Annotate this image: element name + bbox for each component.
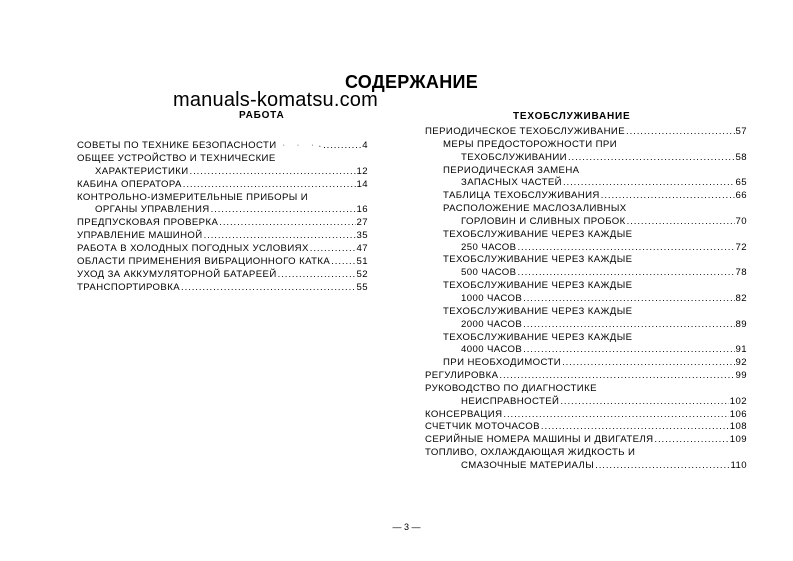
toc-entry-label: ГОРЛОВИН И СЛИВНЫХ ПРОБОК bbox=[461, 215, 626, 227]
toc-entry-label: ТЕХОБСЛУЖИВАНИЕ ЧЕРЕЗ КАЖДЫЕ bbox=[443, 331, 633, 343]
dot-leader bbox=[523, 344, 734, 357]
dot-leader bbox=[601, 190, 735, 203]
toc-entry-label: 500 ЧАСОВ bbox=[461, 267, 517, 279]
toc-entry-label: ПРЕДПУСКОВАЯ ПРОВЕРКА bbox=[77, 217, 219, 229]
toc-page-number: 110 bbox=[730, 459, 747, 471]
toc-page-number: 108 bbox=[729, 421, 747, 433]
toc-page-number: 35 bbox=[356, 230, 368, 242]
toc-entry-label: ПЕРИОДИЧЕСКОЕ ТЕХОБСЛУЖИВАНИЕ bbox=[425, 126, 626, 137]
toc-entry[interactable] bbox=[425, 332, 747, 345]
dot-leader bbox=[568, 152, 735, 165]
toc-entry[interactable] bbox=[425, 242, 747, 255]
toc-page-number: 92 bbox=[735, 357, 747, 369]
decorative-dots: · · · bbox=[282, 141, 319, 149]
toc-entry[interactable] bbox=[425, 306, 747, 319]
toc-page-number: 109 bbox=[729, 434, 747, 446]
toc-page-number: 4 bbox=[362, 139, 368, 151]
toc-entry[interactable] bbox=[425, 357, 747, 370]
toc-entry[interactable] bbox=[425, 229, 747, 242]
toc-entry-label: ЗАПАСНЫХ ЧАСТЕЙ bbox=[461, 177, 562, 189]
toc-page-number: 14 bbox=[356, 178, 368, 190]
toc-page-number: 51 bbox=[356, 256, 368, 267]
toc-entry[interactable] bbox=[77, 269, 368, 282]
toc-entry[interactable] bbox=[77, 217, 368, 230]
toc-entry-label: ТЕХОБСЛУЖИВАНИЕ ЧЕРЕЗ КАЖДЫЕ bbox=[443, 254, 633, 266]
toc-entry[interactable] bbox=[77, 204, 368, 217]
toc-entry-label: СЧЕТЧИК МОТОЧАСОВ bbox=[425, 421, 540, 433]
dot-leader bbox=[562, 357, 734, 370]
dot-leader bbox=[211, 204, 356, 217]
toc-entry-label: 1000 ЧАСОВ bbox=[461, 292, 523, 304]
toc-entry[interactable] bbox=[425, 434, 747, 447]
toc-entry[interactable] bbox=[425, 267, 747, 280]
toc-entry-label: ХАРАКТЕРИСТИКИ bbox=[95, 165, 189, 177]
toc-entry-label: РУКОВОДСТВО ПО ДИАГНОСТИКЕ bbox=[425, 382, 597, 394]
dot-leader bbox=[310, 243, 356, 256]
toc-page-number: 58 bbox=[735, 151, 747, 163]
toc-page-number: 52 bbox=[356, 268, 368, 280]
dot-leader bbox=[654, 434, 728, 447]
toc-entry[interactable] bbox=[77, 256, 368, 269]
toc-entry[interactable] bbox=[425, 165, 747, 178]
dot-leader bbox=[563, 177, 735, 190]
dot-leader bbox=[627, 216, 735, 229]
toc-entry-label: КОНСЕРВАЦИЯ bbox=[425, 408, 503, 420]
dot-leader bbox=[181, 282, 356, 295]
toc-page-number: 27 bbox=[356, 217, 368, 229]
toc-entry-label: МЕРЫ ПРЕДОСТОРОЖНОСТИ ПРИ bbox=[443, 138, 618, 150]
toc-entry-label: ТЕХОБСЛУЖИВАНИЕ ЧЕРЕЗ КАЖДЫЕ bbox=[443, 228, 633, 240]
section-heading-operation: РАБОТА bbox=[239, 110, 285, 121]
toc-entry-label: ПЕРИОДИЧЕСКАЯ ЗАМЕНА bbox=[443, 164, 580, 176]
dot-leader bbox=[503, 409, 728, 422]
toc-entry-label: ОБЩЕЕ УСТРОЙСТВО И ТЕХНИЧЕСКИЕ bbox=[77, 152, 276, 164]
toc-entry[interactable] bbox=[425, 216, 747, 229]
toc-entry-label: 2000 ЧАСОВ bbox=[461, 318, 523, 330]
toc-entry-label: ТРАНСПОРТИРОВКА bbox=[77, 281, 180, 293]
toc-entry[interactable] bbox=[425, 396, 747, 409]
toc-entry-label: ТЕХОБСЛУЖИВАНИЕ ЧЕРЕЗ КАЖДЫЕ bbox=[443, 305, 633, 317]
toc-entry[interactable] bbox=[425, 152, 747, 165]
toc-entry[interactable] bbox=[77, 282, 368, 295]
watermark: manuals-komatsu.com bbox=[173, 89, 378, 111]
toc-entry[interactable] bbox=[77, 243, 368, 256]
toc-entry[interactable] bbox=[77, 153, 368, 166]
toc-page-number: 78 bbox=[735, 267, 747, 279]
toc-entry[interactable] bbox=[425, 421, 747, 434]
dot-leader bbox=[560, 396, 728, 409]
toc-entry-label: ПРИ НЕОБХОДИМОСТИ bbox=[443, 357, 562, 369]
toc-entry-label: ТАБЛИЦА ТЕХОБСЛУЖИВАНИЯ bbox=[443, 190, 600, 202]
toc-entry[interactable] bbox=[77, 230, 368, 243]
toc-entry-label: УХОД ЗА АККУМУЛЯТОРНОЙ БАТАРЕЕЙ bbox=[77, 268, 277, 280]
dot-leader bbox=[517, 242, 734, 255]
toc-entry-label: ОБЛАСТИ ПРИМЕНЕНИЯ ВИБРАЦИОННОГО КАТКА bbox=[77, 256, 331, 267]
toc-entry[interactable] bbox=[425, 460, 747, 473]
toc-entry-label: СОВЕТЫ ПО ТЕХНИКЕ БЕЗОПАСНОСТИ bbox=[77, 139, 277, 151]
dot-leader bbox=[595, 460, 729, 473]
toc-right-column bbox=[425, 126, 747, 473]
dot-leader bbox=[626, 126, 735, 139]
toc-page-number: 72 bbox=[735, 241, 747, 253]
toc-page-number: 55 bbox=[356, 281, 368, 293]
section-heading-maintenance: ТЕХОБСЛУЖИВАНИЕ bbox=[513, 111, 631, 122]
toc-entry-label: ОРГАНЫ УПРАВЛЕНИЯ bbox=[95, 204, 210, 216]
toc-entry[interactable] bbox=[425, 409, 747, 422]
toc-page-number: 89 bbox=[735, 318, 747, 330]
toc-page-number: 57 bbox=[735, 126, 747, 137]
dot-leader bbox=[278, 269, 356, 282]
toc-page-number: 47 bbox=[356, 243, 368, 255]
toc-entry[interactable] bbox=[77, 166, 368, 179]
toc-page-number: 102 bbox=[729, 395, 747, 407]
dot-leader bbox=[190, 166, 356, 179]
toc-entry-label: РАБОТА В ХОЛОДНЫХ ПОГОДНЫХ УСЛОВИЯХ bbox=[77, 243, 309, 255]
toc-entry-label: ТОПЛИВО, ОХЛАЖДАЮЩАЯ ЖИДКОСТЬ И bbox=[425, 447, 636, 459]
page-number-footer: — 3 — bbox=[392, 522, 421, 532]
dot-leader bbox=[523, 293, 734, 306]
toc-entry-label: СМАЗОЧНЫЕ МАТЕРИАЛЫ bbox=[461, 459, 595, 471]
page-title: СОДЕРЖАНИЕ bbox=[344, 72, 479, 92]
warning-triangle-icon bbox=[319, 137, 321, 155]
toc-entry[interactable] bbox=[77, 140, 368, 153]
dot-leader bbox=[517, 267, 734, 280]
toc-entry-label: 4000 ЧАСОВ bbox=[461, 344, 523, 356]
toc-entry[interactable] bbox=[425, 293, 747, 306]
toc-page-number: 70 bbox=[735, 215, 747, 227]
toc-left-column bbox=[77, 140, 368, 295]
dot-leader bbox=[323, 140, 361, 153]
dot-leader bbox=[204, 230, 356, 243]
toc-entry-label: ТЕХОБСЛУЖИВАНИИ bbox=[461, 151, 567, 163]
toc-entry-label: КАБИНА ОПЕРАТОРА bbox=[77, 178, 182, 190]
toc-entry[interactable] bbox=[425, 254, 747, 267]
toc-page-number: 82 bbox=[735, 292, 747, 304]
toc-entry-label: НЕИСПРАВНОСТЕЙ bbox=[461, 395, 560, 407]
toc-entry-label: РЕГУЛИРОВКА bbox=[425, 370, 499, 382]
toc-entry-label: ТЕХОБСЛУЖИВАНИЕ ЧЕРЕЗ КАЖДЫЕ bbox=[443, 280, 633, 292]
toc-entry[interactable] bbox=[425, 344, 747, 357]
toc-entry-label: РАСПОЛОЖЕНИЕ МАСЛОЗАЛИВНЫХ bbox=[443, 203, 627, 215]
toc-entry-label: УПРАВЛЕНИЕ МАШИНОЙ bbox=[77, 230, 203, 242]
toc-entry[interactable] bbox=[425, 139, 747, 152]
toc-entry-label: КОНТРОЛЬНО-ИЗМЕРИТЕЛЬНЫЕ ПРИБОРЫ И bbox=[77, 191, 309, 203]
dot-leader bbox=[523, 319, 734, 332]
toc-page-number: 16 bbox=[356, 204, 368, 216]
toc-page-number: 66 bbox=[735, 190, 747, 202]
dot-leader bbox=[183, 179, 356, 192]
toc-entry[interactable] bbox=[425, 319, 747, 332]
toc-page-number: 65 bbox=[735, 177, 747, 189]
toc-entry-label: 250 ЧАСОВ bbox=[461, 241, 517, 253]
toc-page-number: 91 bbox=[735, 344, 747, 356]
dot-leader bbox=[219, 217, 355, 230]
toc-page-number: 106 bbox=[729, 408, 747, 420]
toc-page-number: 99 bbox=[735, 370, 747, 382]
toc-entry[interactable] bbox=[425, 126, 747, 139]
dot-leader bbox=[499, 370, 734, 383]
toc-entry[interactable] bbox=[77, 179, 368, 192]
toc-entry[interactable] bbox=[425, 203, 747, 216]
toc-entry[interactable] bbox=[425, 177, 747, 190]
dot-leader bbox=[541, 421, 729, 434]
toc-entry[interactable] bbox=[425, 383, 747, 396]
toc-entry-label: СЕРИЙНЫЕ НОМЕРА МАШИНЫ И ДВИГАТЕЛЯ bbox=[425, 434, 654, 446]
toc-entry[interactable] bbox=[425, 370, 747, 383]
toc-entry[interactable] bbox=[77, 192, 368, 205]
toc-entry[interactable] bbox=[425, 280, 747, 293]
toc-entry[interactable] bbox=[425, 190, 747, 203]
toc-entry[interactable] bbox=[425, 447, 747, 460]
toc-page-number: 12 bbox=[356, 165, 368, 177]
dot-leader bbox=[331, 256, 355, 269]
